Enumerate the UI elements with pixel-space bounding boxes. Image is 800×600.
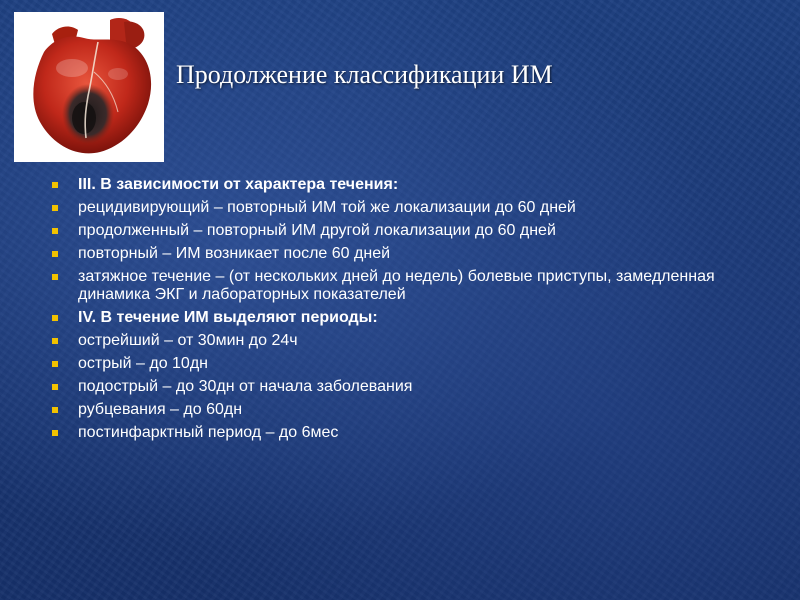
bullet-icon xyxy=(52,205,58,211)
slide-title: Продолжение классификации ИМ xyxy=(176,60,553,89)
list-item xyxy=(48,176,788,194)
bullet-icon xyxy=(52,384,58,390)
bullet-list xyxy=(48,176,788,447)
list-item-text: продолженный – повторный ИМ другой локализации до 60 дней xyxy=(78,222,556,239)
list-item-text: III. В зависимости от характера течения: xyxy=(78,176,399,193)
list-item xyxy=(48,245,788,263)
list-item xyxy=(48,378,788,396)
bullet-icon xyxy=(52,361,58,367)
bullet-icon xyxy=(52,251,58,257)
list-item xyxy=(48,355,788,373)
list-item xyxy=(48,401,788,419)
bullet-icon xyxy=(52,338,58,344)
list-item xyxy=(48,268,788,304)
list-item-text: IV. В течение ИМ выделяют периоды: xyxy=(78,309,378,326)
list-item-text: рубцевания – до 60дн xyxy=(78,401,243,418)
bullet-icon xyxy=(52,315,58,321)
list-item-text: рецидивирующий – повторный ИМ той же локализации до 60 дней xyxy=(78,199,576,216)
list-item xyxy=(48,424,788,442)
list-item-text: повторный – ИМ возникает после 60 дней xyxy=(78,245,391,262)
bullet-icon xyxy=(52,182,58,188)
bullet-icon xyxy=(52,407,58,413)
bullet-icon xyxy=(52,430,58,436)
list-item xyxy=(48,199,788,217)
list-item xyxy=(48,222,788,240)
heart-image xyxy=(14,12,164,162)
heart-icon xyxy=(14,12,164,162)
list-item-text: подострый – до 30дн от начала заболевания xyxy=(78,378,413,395)
list-item xyxy=(48,309,788,327)
list-item-text: острый – до 10дн xyxy=(78,355,208,372)
list-item-text: острейший – от 30мин до 24ч xyxy=(78,332,298,349)
list-item xyxy=(48,332,788,350)
list-item-text: постинфарктный период – до 6мес xyxy=(78,424,339,441)
bullet-icon xyxy=(52,228,58,234)
list-item-text: затяжное течение – (от нескольких дней до недель) болевые приступы, замедленная динамика ЭКГ и лабораторных показателей xyxy=(78,268,715,303)
bullet-icon xyxy=(52,274,58,280)
